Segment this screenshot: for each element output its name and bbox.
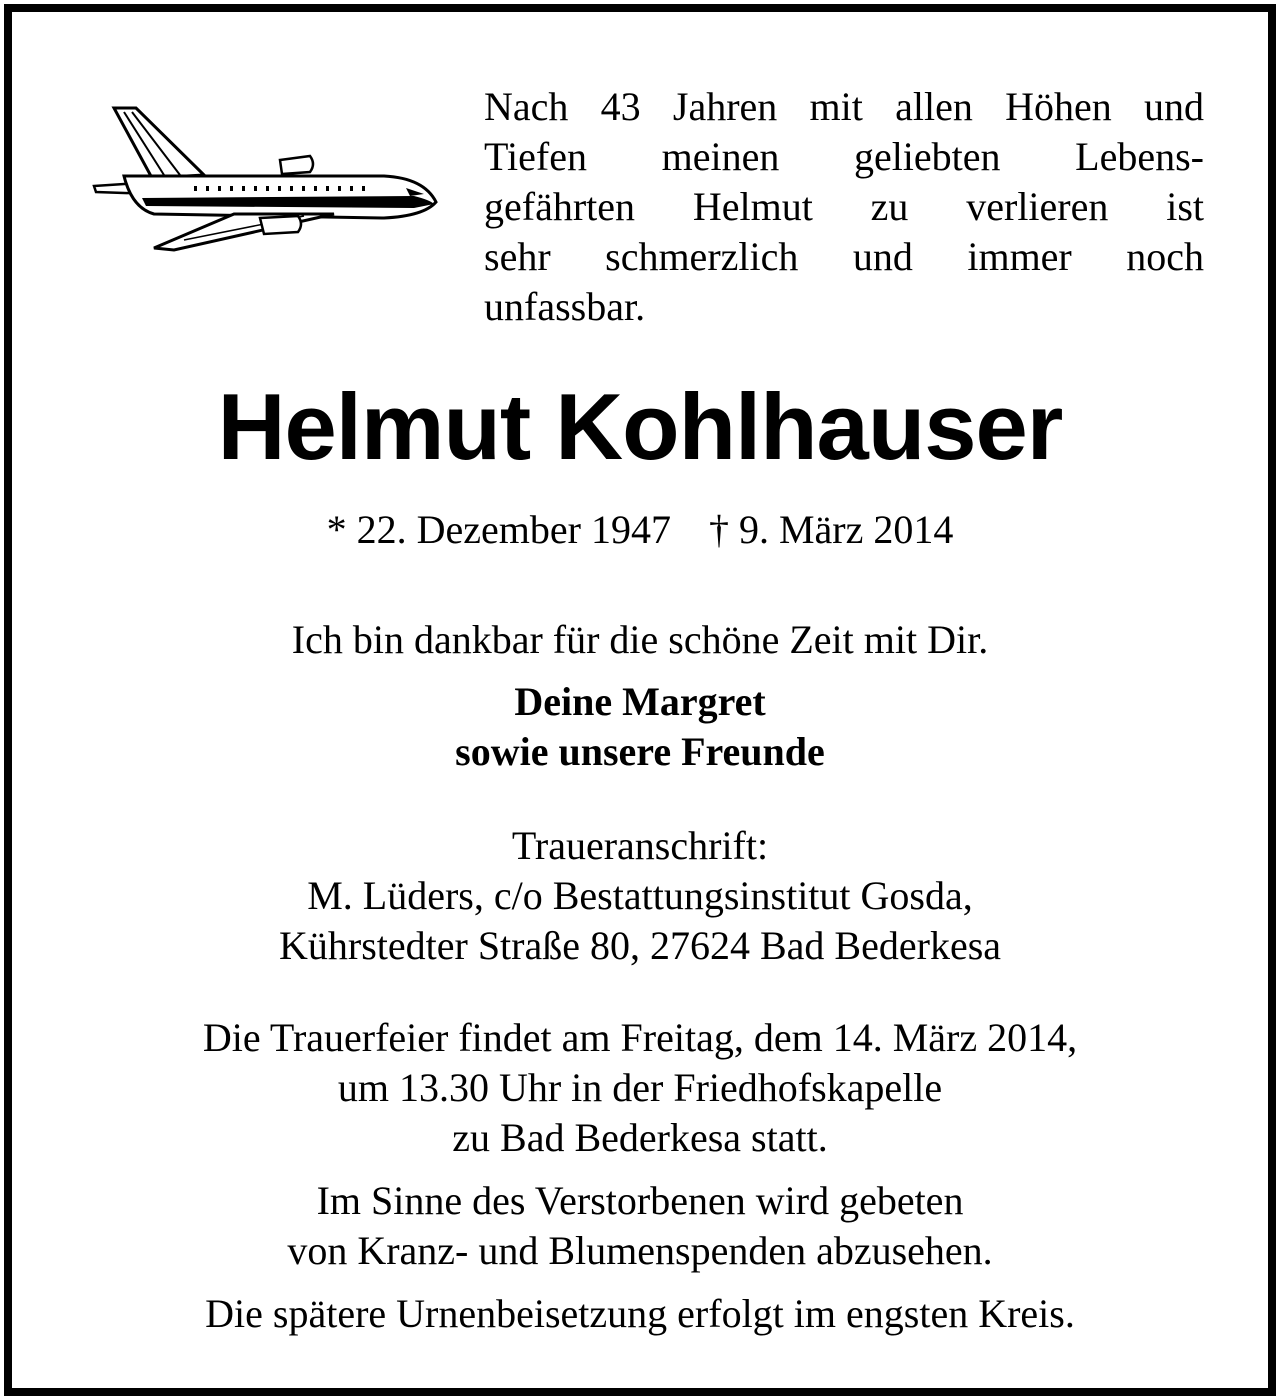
burial-text [12, 1289, 1268, 1339]
intro-line: gefährten Helmut zu verlieren ist [484, 184, 1204, 229]
burial-line: Die spätere Urnenbeisetzung erfolgt im engsten Kreis. [205, 1291, 1075, 1336]
life-dates [12, 505, 1268, 555]
intro-text [484, 82, 1204, 332]
signature-block [12, 677, 1268, 777]
wishes-line-1: Im Sinne des Verstorbenen wird gebeten [316, 1178, 964, 1223]
intro-line: Nach 43 Jahren mit allen Höhen und [484, 84, 1204, 129]
wishes-block [12, 1176, 1268, 1276]
intro-line: sehr schmerzlich und immer noch [484, 234, 1204, 279]
death-date: † 9. März 2014 [708, 507, 954, 552]
intro-line: Tiefen meinen geliebten Lebens- [484, 134, 1204, 179]
service-line-1: Die Trauerfeier findet am Freitag, dem 14. März 2014, [202, 1015, 1078, 1060]
address-label: Traueranschrift: [511, 823, 769, 868]
wishes-line-2: von Kranz- und Blumenspenden abzusehen. [287, 1228, 993, 1273]
signature-line-1: Deine Margret [514, 679, 766, 724]
service-line-3: zu Bad Bederkesa statt. [452, 1115, 828, 1160]
gratitude-text [12, 615, 1268, 665]
address-line-2: Kührstedter Straße 80, 27624 Bad Bederkesa [278, 923, 1002, 968]
obituary-frame [4, 4, 1276, 1396]
address-block [12, 821, 1268, 971]
service-block [12, 1013, 1268, 1163]
airplane-icon [84, 90, 444, 260]
gratitude-line: Ich bin dankbar für die schöne Zeit mit Dir. [291, 617, 989, 662]
address-line-1: M. Lüders, c/o Bestattungsinstitut Gosda, [307, 873, 973, 918]
signature-line-2: sowie unsere Freunde [455, 729, 825, 774]
birth-date: * 22. Dezember 1947 [326, 507, 671, 552]
deceased-name: Helmut Kohlhauser [217, 374, 1063, 479]
intro-line: unfassbar. [484, 284, 646, 329]
service-line-2: um 13.30 Uhr in der Friedhofskapelle [337, 1065, 943, 1110]
